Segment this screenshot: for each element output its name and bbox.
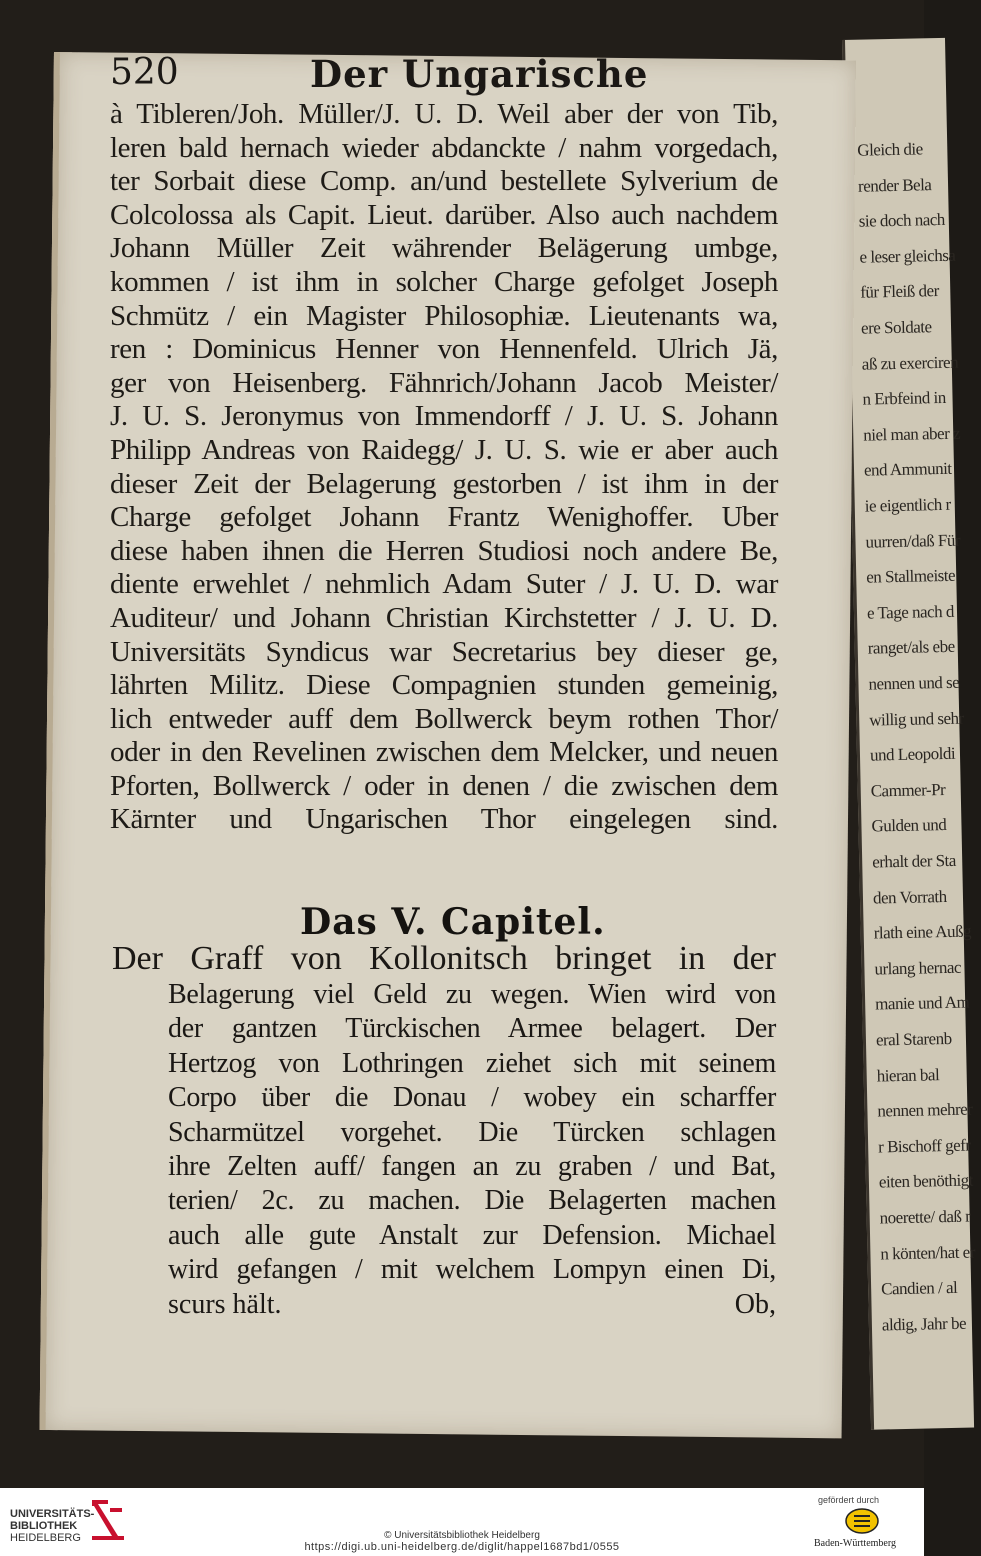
summary-last-line-text: scurs hält. [168,1288,282,1320]
text-line: Charge gefolget Johann Frantz Wenighoffer. Uber [110,501,778,534]
page-number: 520 [110,52,179,93]
library-name-line1: UNIVERSITÄTS- [10,1508,95,1520]
page-header [110,52,670,100]
text-line: ger von Heisenberg. Fähnrich/Johann Jacob Meister/ [110,366,778,399]
facing-page-line: render Bela [857,174,932,196]
facing-page-line: n Erbfeind in [862,388,946,409]
text-line: Pforten, Bollwerck / oder in denen / die zwischen dem [110,769,778,802]
copyright-notice: © Universitätsbibliothek Heidelberg [384,1530,540,1541]
text-line: ter Sorbait diese Comp. an/und bestellete Sylverium de [110,165,778,198]
facing-page-line: e leser gleichsa [859,245,956,267]
facing-page-line: ere Soldate [860,317,932,338]
summary-first-line: Der Graff von Kollonitsch bringet in der [112,940,776,977]
facing-page-line: e Tage nach d [866,601,955,623]
summary-line: der gantzen Türckischen Armee belagert. Der [168,1013,776,1045]
facing-page-line: für Fleiß der [860,281,939,303]
text-line: Johann Müller Zeit währender Belägerung umbge, [110,232,778,265]
summary-line: terien/ 2c. zu machen. Die Belagerten machen [168,1185,776,1217]
facing-page-line: eral Starenb [875,1028,952,1050]
chapter-heading: Das V. Capitel. [300,901,606,943]
chapter-summary [112,940,776,1322]
facing-page-line: willig und sehr [869,708,964,730]
facing-page-line: aß zu exerciren [861,352,959,374]
facing-page-line: Gleich die [857,139,923,160]
facing-page-line: erhalt der Sta [872,850,957,872]
text-line: lich entweder auff dem Bollwerck beym rothen Thor/ [110,702,778,735]
library-name-line3: HEIDELBERG [10,1532,81,1544]
facing-page-line: en Stallmeiste [866,565,956,587]
facing-page-line: manie und Am [875,992,970,1014]
text-line: oder in den Revelinen zwischen dem Melcker, und neuen [110,736,778,769]
facing-page-line: Cammer-Pr [870,779,946,801]
summary-line: wird gefangen / mit welchem Lompyn einen Di, [168,1254,776,1286]
text-line: J. U. S. Jeronymus von Immendorff / J. U. S. Johann [110,400,778,433]
facing-page-line: urlang hernac [874,957,962,979]
facing-page-line: nennen mehrer [877,1099,973,1121]
summary-line: Corpo über die Donau / wobey ein scharffer [168,1082,776,1114]
text-line: ren : Dominicus Henner von Hennenfeld. Ulrich Jä, [110,333,778,366]
facing-page [842,38,974,1430]
text-line: kommen / ist ihm in solcher Charge gefolget Joseph [110,265,778,298]
summary-line: auch alle gute Anstalt zur Defension. Michael [168,1219,776,1251]
facing-page-line: niel man aber z [863,423,961,445]
facing-page-line: hieran bal [876,1064,940,1086]
facing-page-line: und Leopoldi [869,743,956,765]
permalink-url[interactable]: https://digi.ub.uni-heidelberg.de/diglit/happel1687bd1/0555 [304,1541,620,1553]
text-line: dieser Zeit der Belagerung gestorben / ist ihm in der [110,467,778,500]
summary-last-line [168,1288,776,1322]
running-title: Der Ungarische [310,52,649,96]
text-line: leren bald hernach wieder abdanckte / nahm vorgedach, [110,131,778,164]
text-line: lährten Militz. Diese Compagnien stunden gemeinig, [110,669,778,702]
catchword: Ob, [734,1288,776,1320]
coat-of-arms-icon [842,1508,882,1534]
body-text [110,98,778,837]
facing-page-line: nennen und se [868,672,960,694]
facing-page-line: eiten benöthigt [878,1170,974,1192]
summary-line: ihre Zelten auff/ fangen an zu graben / und Bat, [168,1150,776,1182]
summary-line: Belagerung viel Geld zu wegen. Wien wird von [168,979,776,1010]
text-line: diese haben ihnen die Herren Studiosi noch andere Be, [110,534,778,567]
facing-page-line: ranget/als ebe [867,637,955,658]
text-line: Philipp Andreas von Raidegg/ J. U. S. wie er aber auch [110,433,778,466]
text-line: Auditeur/ und Johann Christian Kirchstetter / J. U. D. [110,601,778,634]
facing-page-line: den Vorrath [872,886,947,908]
facing-page-line: ie eigentlich r [864,494,951,516]
summary-line: Hertzog von Lothringen ziehet sich mit seinem [168,1047,776,1079]
sponsor-label: gefördert durch [818,1495,880,1505]
sponsor-name: Baden-Württemberg [814,1538,897,1549]
summary-line: Scharmützel vorgehet. Die Türcken schlagen [168,1116,776,1148]
facing-page-line: rlath eine Außg [873,921,972,943]
facing-page-line: sie doch nach [858,210,946,231]
facing-page-line: uurren/daß Für [865,530,961,552]
facing-page-line: Candien / al [880,1278,958,1299]
text-line: à Tibleren/Joh. Müller/J. U. D. Weil aber der von Tib, [110,98,778,130]
facing-page-line: Gulden und [871,815,947,836]
text-line: Universitäts Syndicus war Secretarius bey dieser ge, [110,635,778,668]
text-line: Schmütz / ein Magister Philosophiæ. Lieutenants wa, [110,299,778,332]
facing-page-line: n könten/hat er [880,1242,976,1264]
facing-page-line: aldig, Jahr be [881,1313,967,1335]
facing-page-line: r Bischoff gefr [877,1135,971,1157]
facing-page-line: noerette/ daß r [879,1206,971,1228]
facing-page-line: end Ammunit [863,459,952,481]
text-line: Colcolossa als Capit. Lieut. darüber. Also auch nachdem [110,198,778,231]
library-name-line2: BIBLIOTHEK [10,1520,78,1532]
text-line: Kärnter und Ungarischen Thor eingelegen sind. [110,803,778,836]
viewer-footer [0,1488,924,1556]
text-line: diente erwehlet / nehmlich Adam Suter / J. U. D. war [110,568,778,601]
